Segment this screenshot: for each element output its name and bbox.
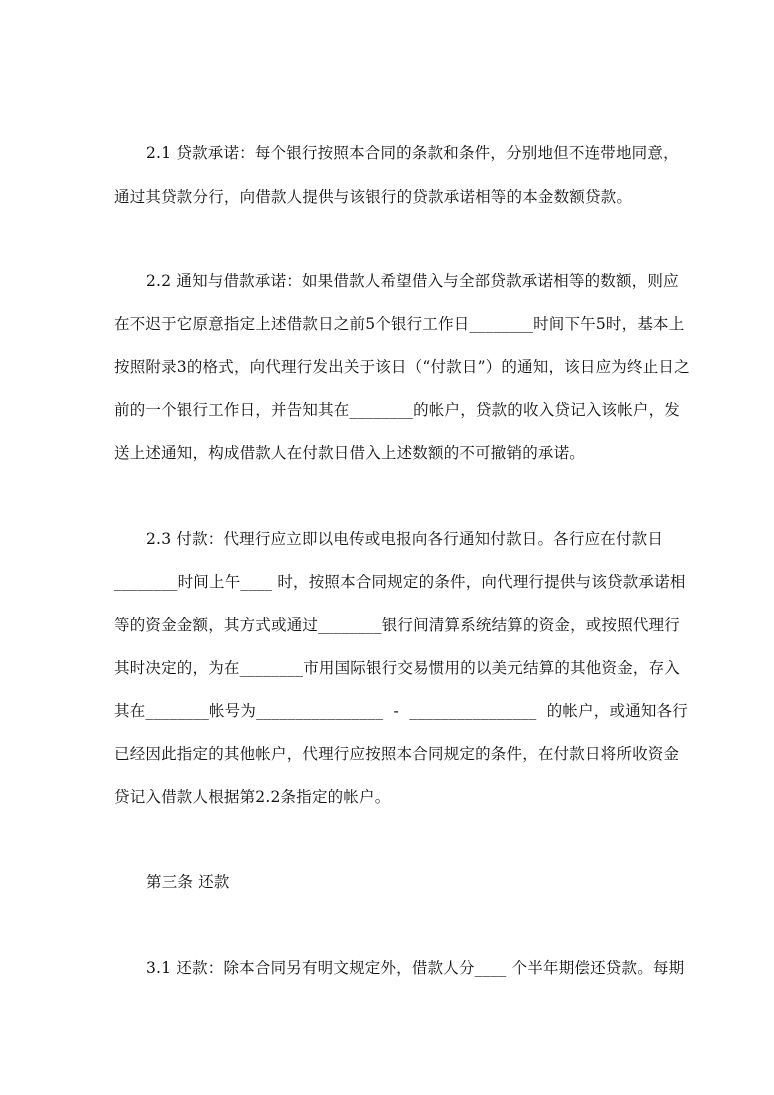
clause-2-1-line-1: 2.1 贷款承诺：每个银行按照本合同的条款和条件，分别地但不连带地同意， <box>146 144 679 162</box>
clause-2-3-line-6: 已经因此指定的其他帐户，代理行应按照本合同规定的条件，在付款日将所收资金 <box>114 745 680 763</box>
clause-2-3-line-4: 其时决定的，为在________市用国际银行交易惯用的以美元结算的其他资金，存入 <box>114 659 681 677</box>
clause-2-2-line-2: 在不迟于它原意指定上述借款日之前5个银行工作日________时间下午5时，基本上 <box>114 315 685 333</box>
clause-2-3-line-5: 其在________帐号为________________ - ________________ 的帐户，或通知各行 <box>114 702 689 720</box>
clause-2-3-line-2: ________时间上午____ 时，按照本合同规定的条件，向代理行提供与该贷款承诺相 <box>114 573 686 591</box>
clause-2-2-line-4: 前的一个银行工作日，并告知其在________的帐户，贷款的收入贷记入该帐户，发 <box>114 401 681 419</box>
clause-2-2-line-1: 2.2 通知与借款承诺：如果借款人希望借入与全部贷款承诺相等的数额，则应 <box>146 272 679 290</box>
clause-2-3-line-1: 2.3 付款：代理行应立即以电传或电报向各行通知付款日。各行应在付款日 <box>146 530 664 548</box>
article-3-heading: 第三条 还款 <box>146 873 230 891</box>
clause-3-1-line-1: 3.1 还款：除本合同另有明文规定外，借款人分____ 个半年期偿还贷款。每期 <box>146 959 685 977</box>
clause-2-1-line-2: 通过其贷款分行，向借款人提供与该银行的贷款承诺相等的本金数额贷款。 <box>114 188 633 206</box>
clause-2-3-line-3: 等的资金金额，其方式或通过________银行间清算系统结算的资金，或按照代理行 <box>114 616 681 634</box>
clause-2-2-line-3: 按照附录3的格式，向代理行发出关于该日（“付款日”）的通知，该日应为终止日之 <box>114 358 690 376</box>
clause-2-3-line-7: 贷记入借款人根据第2.2条指定的帐户。 <box>114 788 391 806</box>
clause-2-2-line-5: 送上述通知，构成借款人在付款日借入上述数额的不可撤销的承诺。 <box>114 444 586 462</box>
